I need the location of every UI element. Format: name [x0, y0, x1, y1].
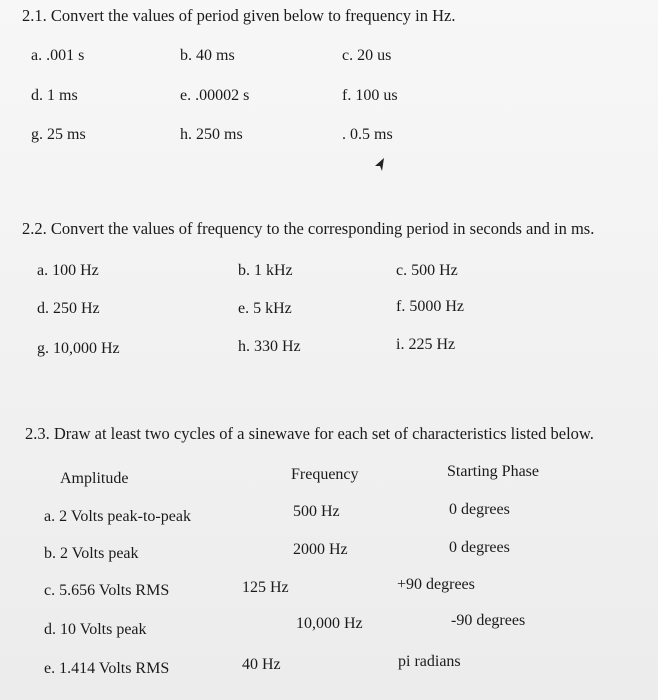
- item-label: d.: [31, 87, 43, 104]
- amplitude-value: 5.656 Volts RMS: [59, 582, 170, 599]
- s2-item-b: [238, 262, 293, 280]
- s2-item-d: [37, 300, 100, 318]
- s3-row-e-phase: pi radians: [398, 653, 461, 670]
- header-amplitude: Amplitude: [60, 470, 129, 487]
- s1-item-d: [31, 87, 78, 105]
- item-value: 5000 Hz: [409, 298, 464, 315]
- item-value: 40 ms: [196, 47, 235, 64]
- item-label: i.: [396, 336, 405, 353]
- item-value: 330 Hz: [254, 338, 301, 355]
- header-starting-phase: Starting Phase: [447, 463, 539, 480]
- item-value: .00002 s: [195, 87, 250, 104]
- s3-row-a-frequency: 500 Hz: [293, 503, 340, 520]
- item-label: .: [342, 126, 346, 143]
- s3-row-c-amplitude: [44, 582, 169, 600]
- s1-item-b: [180, 47, 235, 65]
- item-value: 500 Hz: [411, 262, 458, 279]
- row-label: d.: [44, 621, 56, 638]
- item-label: c.: [342, 47, 354, 64]
- item-label: g.: [31, 126, 43, 143]
- s2-item-a: [37, 262, 99, 280]
- s3-row-e-amplitude: [44, 660, 169, 678]
- item-value: 1 kHz: [254, 262, 293, 279]
- item-value: 10,000 Hz: [53, 340, 120, 357]
- item-label: c.: [396, 262, 408, 279]
- row-label: a.: [44, 508, 56, 525]
- s3-row-a-amplitude: [44, 508, 191, 526]
- amplitude-value: 10 Volts peak: [60, 621, 147, 638]
- item-label: h.: [180, 126, 192, 143]
- item-label: g.: [37, 340, 49, 357]
- s2-item-c: [396, 262, 458, 280]
- s1-item-c: [342, 47, 391, 65]
- item-value: 0.5 ms: [350, 126, 393, 143]
- item-value: 225 Hz: [408, 336, 456, 353]
- row-label: c.: [44, 582, 56, 599]
- section-2-1-title: 2.1. Convert the values of period given below to frequency in Hz.: [22, 6, 456, 25]
- s2-item-h: [238, 338, 301, 356]
- header-frequency: Frequency: [291, 466, 359, 483]
- s2-item-i: [396, 336, 455, 354]
- item-value: 100 Hz: [52, 262, 99, 279]
- item-label: a.: [31, 47, 43, 64]
- s2-item-g: [37, 340, 120, 358]
- row-label: b.: [44, 545, 56, 562]
- row-label: e.: [44, 660, 56, 677]
- amplitude-value: 2 Volts peak: [60, 545, 139, 562]
- item-value: 5 kHz: [253, 300, 292, 317]
- s3-row-a-phase: 0 degrees: [449, 501, 510, 518]
- s1-item-i: [342, 126, 393, 144]
- section-2-2-title: 2.2. Convert the values of frequency to the corresponding period in seconds and in ms.: [22, 219, 595, 238]
- s1-item-g: [31, 126, 86, 144]
- s3-row-b-phase: 0 degrees: [449, 539, 510, 556]
- section-2-3-title: 2.3. Draw at least two cycles of a sinewave for each set of characteristics listed below.: [25, 424, 594, 443]
- item-value: 250 Hz: [53, 300, 100, 317]
- s1-item-h: [180, 126, 243, 144]
- item-value: 1 ms: [47, 87, 78, 104]
- s3-row-c-frequency: 125 Hz: [242, 579, 289, 596]
- s3-row-d-frequency: 10,000 Hz: [296, 615, 363, 632]
- s1-item-e: [180, 87, 249, 105]
- item-label: f.: [396, 298, 406, 315]
- amplitude-value: 2 Volts peak-to-peak: [59, 508, 191, 525]
- mouse-cursor-icon: [373, 157, 389, 173]
- item-value: .001 s: [46, 47, 85, 64]
- s3-row-d-phase: -90 degrees: [451, 612, 526, 629]
- item-label: f.: [342, 87, 352, 104]
- s3-row-e-frequency: 40 Hz: [242, 656, 281, 673]
- s3-row-c-phase: +90 degrees: [397, 576, 475, 593]
- amplitude-value: 1.414 Volts RMS: [59, 660, 170, 677]
- item-label: e.: [238, 300, 250, 317]
- item-value: 20 us: [357, 47, 392, 64]
- s1-item-f: [342, 87, 398, 105]
- s3-row-d-amplitude: [44, 621, 147, 639]
- s2-item-e: [238, 300, 292, 318]
- item-label: h.: [238, 338, 250, 355]
- item-label: b.: [180, 47, 192, 64]
- s3-row-b-frequency: 2000 Hz: [293, 541, 348, 558]
- s2-item-f: [396, 298, 464, 316]
- item-label: b.: [238, 262, 250, 279]
- item-label: d.: [37, 300, 49, 317]
- item-value: 100 us: [355, 87, 398, 104]
- s1-item-a: [31, 47, 84, 65]
- item-value: 250 ms: [196, 126, 243, 143]
- item-label: e.: [180, 87, 192, 104]
- s3-row-b-amplitude: [44, 545, 139, 563]
- item-value: 25 ms: [47, 126, 86, 143]
- item-label: a.: [37, 262, 49, 279]
